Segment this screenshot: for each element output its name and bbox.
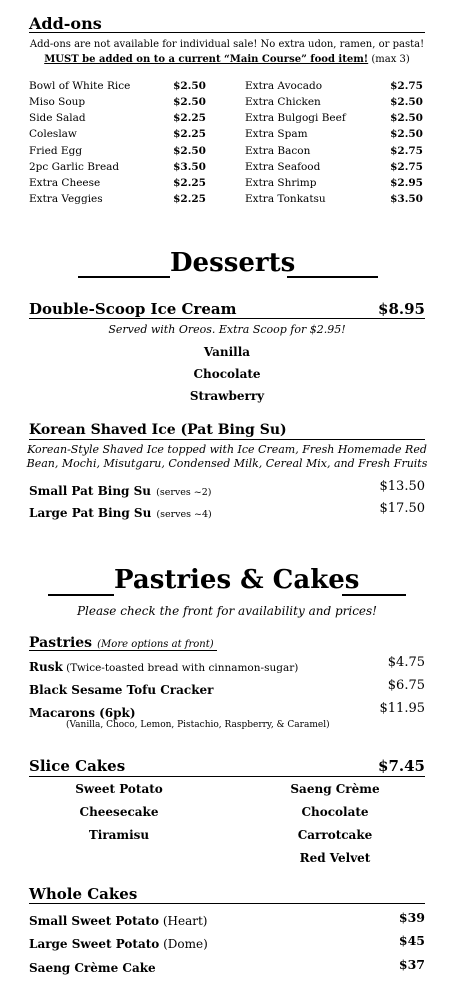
whole-cake-name: Large Sweet Potato: [29, 937, 160, 951]
desserts-title-line-left: [78, 276, 170, 278]
addon-price: $2.75: [390, 145, 423, 157]
desserts-title: Desserts: [170, 248, 296, 278]
slice-cake-left: Cheesecake: [79, 805, 159, 819]
pastries-subtitle: (More options at front): [97, 639, 214, 650]
pastries-cakes-title: Pastries & Cakes: [114, 565, 360, 595]
addon-price: $2.25: [173, 112, 206, 124]
pastry-item: [29, 656, 298, 675]
ice-cream-desc: Served with Oreos. Extra Scoop for $2.95!: [108, 323, 346, 336]
addon-item: Extra Shrimp: [245, 177, 317, 189]
pastries-title-line-left: [48, 594, 114, 596]
addon-price: $2.75: [390, 161, 423, 173]
addon-item: Extra Bacon: [245, 145, 311, 157]
addon-item: Fried Egg: [29, 145, 83, 157]
addons-note-2-tail: (max 3): [368, 54, 410, 65]
addon-price: $2.25: [173, 128, 206, 140]
shaved-ice-rule: [29, 439, 425, 440]
small-bing-su-serves: (serves ~2): [156, 487, 212, 498]
addon-price: $2.50: [390, 128, 423, 140]
addon-price: $2.25: [173, 193, 206, 205]
pastry-price: $4.75: [387, 655, 425, 670]
addons-note-2: [0, 54, 454, 65]
pastries-heading: [29, 632, 214, 651]
small-bing-su-price: $13.50: [379, 479, 425, 494]
whole-cake-item: [29, 910, 207, 929]
addon-price: $2.95: [390, 177, 423, 189]
addon-price: $2.50: [173, 80, 206, 92]
whole-cake-name: Saeng Crème Cake: [29, 961, 156, 975]
shaved-ice-desc-2: Bean, Mochi, Misutgaru, Condensed Milk, Cereal Mix, and Fresh Fruits: [26, 457, 428, 470]
pastry-item: [29, 702, 136, 721]
addons-rule: [29, 32, 425, 33]
pastries-rule: [29, 650, 217, 651]
slice-cake-left: Tiramisu: [88, 828, 150, 842]
pastries-title: Pastries: [29, 635, 93, 651]
addon-price: $2.50: [173, 96, 206, 108]
whole-cake-price: $39: [398, 910, 425, 925]
addon-price: $3.50: [173, 161, 206, 173]
addon-item: Extra Veggies: [29, 193, 103, 205]
large-bing-su: [29, 502, 212, 521]
slice-cake-right: Chocolate: [301, 805, 369, 819]
whole-cake-price: $37: [398, 957, 425, 972]
small-bing-su: [29, 480, 211, 499]
whole-cake-name: Small Sweet Potato: [29, 914, 159, 928]
slice-cakes-price: $7.45: [378, 757, 425, 775]
pastry-name: Rusk: [29, 660, 63, 674]
addons-note-2-bold: MUST be added on to a current “Main Course” food item!: [44, 54, 369, 65]
addon-price: $3.50: [390, 193, 423, 205]
large-bing-su-name: Large Pat Bing Su: [29, 506, 152, 520]
slice-cake-left: Sweet Potato: [75, 782, 163, 796]
slice-cake-right: Red Velvet: [299, 851, 371, 865]
whole-cake-desc: (Dome): [159, 937, 208, 951]
addon-item: Bowl of White Rice: [29, 80, 131, 92]
addon-price: $2.50: [390, 112, 423, 124]
whole-cakes-rule: [29, 903, 425, 904]
large-bing-su-serves: (serves ~4): [156, 509, 212, 520]
ice-cream-name: Double-Scoop Ice Cream: [29, 300, 237, 318]
addon-price: $2.50: [173, 145, 206, 157]
shaved-ice-desc-1: Korean-Style Shaved Ice topped with Ice Cream, Fresh Homemade Red: [27, 443, 427, 456]
ice-cream-rule: [29, 318, 425, 319]
pastry-price: $11.95: [379, 701, 425, 716]
addon-item: Extra Avocado: [245, 80, 323, 92]
whole-cake-desc: (Heart): [159, 914, 208, 928]
flavor-strawberry: Strawberry: [189, 389, 265, 403]
whole-cake-item: [29, 933, 208, 952]
addon-price: $2.50: [390, 96, 423, 108]
flavor-vanilla: Vanilla: [203, 345, 251, 359]
addon-item: Side Salad: [29, 112, 86, 124]
whole-cakes-title: Whole Cakes: [29, 885, 138, 903]
desserts-title-line-right: [287, 276, 378, 278]
addon-item: 2pc Garlic Bread: [29, 161, 120, 173]
pastry-name: Black Sesame Tofu Cracker: [29, 683, 214, 697]
large-bing-su-price: $17.50: [379, 501, 425, 516]
pastries-title-line-right: [342, 594, 406, 596]
pastry-desc: (Twice-toasted bread with cinnamon-sugar): [62, 662, 299, 674]
ice-cream-price: $8.95: [378, 300, 425, 318]
slice-cake-right: Saeng Crème: [290, 782, 380, 796]
addons-title: Add-ons: [29, 14, 102, 33]
slice-cake-right: Carrotcake: [297, 828, 373, 842]
pastry-price: $6.75: [387, 678, 425, 693]
addon-item: Coleslaw: [29, 128, 77, 140]
whole-cake-item: [29, 957, 156, 976]
addon-item: Miso Soup: [29, 96, 86, 108]
pastries-cakes-note: Please check the front for availability and prices!: [76, 604, 378, 618]
macaron-flavors: (Vanilla, Choco, Lemon, Pistachio, Raspberry, & Caramel): [66, 720, 330, 730]
addon-item: Extra Bulgogi Beef: [245, 112, 346, 124]
addon-item: Extra Spam: [245, 128, 308, 140]
addon-item: Extra Seafood: [245, 161, 321, 173]
addon-item: Extra Chicken: [245, 96, 321, 108]
addon-item: Extra Cheese: [29, 177, 101, 189]
whole-cake-price: $45: [398, 933, 425, 948]
addon-item: Extra Tonkatsu: [245, 193, 326, 205]
slice-cakes-rule: [29, 776, 425, 777]
shaved-ice-name: Korean Shaved Ice (Pat Bing Su): [29, 422, 287, 438]
pastry-item: [29, 679, 213, 698]
addon-price: $2.25: [173, 177, 206, 189]
small-bing-su-name: Small Pat Bing Su: [29, 484, 152, 498]
addon-price: $2.75: [390, 80, 423, 92]
slice-cakes-title: Slice Cakes: [29, 757, 126, 775]
pastry-name: Macarons (6pk): [29, 706, 136, 720]
addons-note-1: Add-ons are not available for individual sale! No extra udon, ramen, or pasta!: [29, 39, 425, 50]
flavor-chocolate: Chocolate: [193, 367, 261, 381]
